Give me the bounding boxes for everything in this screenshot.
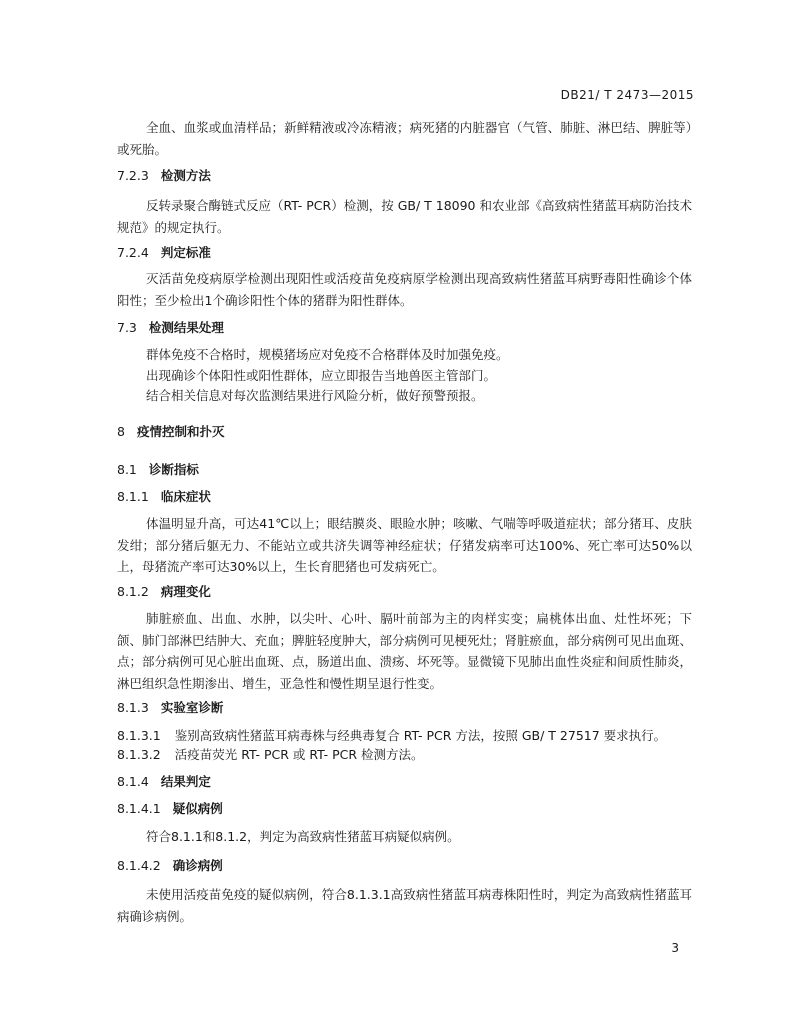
section-number: 8.1.2 <box>117 584 149 599</box>
item-number: 8.1.3.1 <box>117 728 161 743</box>
section-title: 诊断指标 <box>148 462 199 477</box>
section-title: 检测结果处理 <box>148 320 224 335</box>
item-8-1-3-2 <box>117 745 424 765</box>
section-number: 8.1.4.1 <box>117 801 161 816</box>
paragraph-7-2-3: 反转录聚合酶链式反应（RT- PCR）检测，按 GB/ T 18090 和农业部《高致病性猪蓝耳病防治技术规范》的规定执行。 <box>117 198 692 235</box>
page-number: 3 <box>671 941 679 955</box>
item-8-1-3-1 <box>117 726 666 746</box>
heading-8-1-4 <box>117 772 211 792</box>
heading-7-2-4 <box>117 243 211 263</box>
paragraph-7-3-c: 结合相关信息对每次监测结果进行风险分析，做好预警预报。 <box>146 388 484 403</box>
section-number: 7.3 <box>117 320 137 335</box>
item-text: 活疫苗荧光 RT- PCR 或 RT- PCR 检测方法。 <box>174 747 424 762</box>
item-number: 8.1.3.2 <box>117 747 161 762</box>
section-number: 8.1.4 <box>117 774 149 789</box>
paragraph-7-3-b: 出现确诊个体阳性或阳性群体，应立即报告当地兽医主管部门。 <box>146 368 497 383</box>
paragraph-7-3-a: 群体免疫不合格时，规模猪场应对免疫不合格群体及时加强免疫。 <box>146 347 509 362</box>
section-number: 8.1.4.2 <box>117 858 161 873</box>
paragraph-samples: 全血、血浆或血清样品；新鲜精液或冷冻精液；病死猪的内脏器官（气管、肺脏、淋巴结、脾脏等）或死胎。 <box>117 120 692 157</box>
section-number: 7.2.3 <box>117 168 149 183</box>
section-number: 8.1.3 <box>117 700 149 715</box>
section-title: 疫情控制和扑灭 <box>136 424 225 439</box>
heading-8 <box>117 422 224 442</box>
heading-8-1-4-1 <box>117 799 223 819</box>
heading-8-1 <box>117 460 199 480</box>
section-title: 判定标准 <box>160 245 211 260</box>
item-text: 鉴别高致病性猪蓝耳病毒株与经典毒复合 RT- PCR 方法，按照 GB/ T 27517 要求执行。 <box>174 728 667 743</box>
paragraph-8-1-2: 肺脏瘀血、出血、水肿，以尖叶、心叶、膈叶前部为主的肉样实变；扁桃体出血、灶性坏死；下颌、肺门部淋巴结肿大、充血；脾脏轻度肿大，部分病例可见梗死灶；肾脏瘀血，部分病例可见出血斑、点；部分病例可见心脏出血斑、点，肠道出血、溃疡、坏死等。显微镜下见肺出血性炎症和间质性肺炎，淋巴组织急性期渗出、增生，亚急性和慢性期呈退行性变。 <box>117 611 693 691</box>
section-number: 8.1 <box>117 462 137 477</box>
heading-8-1-3 <box>117 698 223 718</box>
heading-8-1-1 <box>117 487 211 507</box>
paragraph-7-2-4: 灭活苗免疫病原学检测出现阳性或活疫苗免疫病原学检测出现高致病性猪蓝耳病野毒阳性确诊个体阳性；至少检出1个确诊阳性个体的猪群为阳性群体。 <box>117 271 692 308</box>
section-title: 病理变化 <box>160 584 211 599</box>
heading-7-2-3 <box>117 166 211 186</box>
paragraph-8-1-1: 体温明显升高，可达41℃以上；眼结膜炎、眼睑水肿；咳嗽、气喘等呼吸道症状；部分猪耳、皮肤发绀；部分猪后躯无力、不能站立或共济失调等神经症状；仔猪发病率可达100%、死亡率可达50%以上，母猪流产率可达30%以上，生长育肥猪也可发病死亡。 <box>117 516 692 574</box>
heading-8-1-2 <box>117 582 211 602</box>
heading-7-3 <box>117 318 224 338</box>
section-title: 确诊病例 <box>172 858 223 873</box>
paragraph-8-1-4-1: 符合8.1.1和8.1.2，判定为高致病性猪蓝耳病疑似病例。 <box>146 829 460 844</box>
section-title: 结果判定 <box>160 774 211 789</box>
section-title: 疑似病例 <box>172 801 223 816</box>
section-number: 8 <box>117 424 125 439</box>
section-title: 临床症状 <box>160 489 211 504</box>
section-number: 8.1.1 <box>117 489 149 504</box>
heading-8-1-4-2 <box>117 856 223 876</box>
paragraph-8-1-4-2: 未使用活疫苗免疫的疑似病例，符合8.1.3.1高致病性猪蓝耳病毒株阳性时，判定为高致病性猪蓝耳病确诊病例。 <box>117 887 692 924</box>
section-title: 实验室诊断 <box>160 700 224 715</box>
section-title: 检测方法 <box>160 168 211 183</box>
section-number: 7.2.4 <box>117 245 149 260</box>
standard-code: DB21/ T 2473—2015 <box>560 88 694 102</box>
